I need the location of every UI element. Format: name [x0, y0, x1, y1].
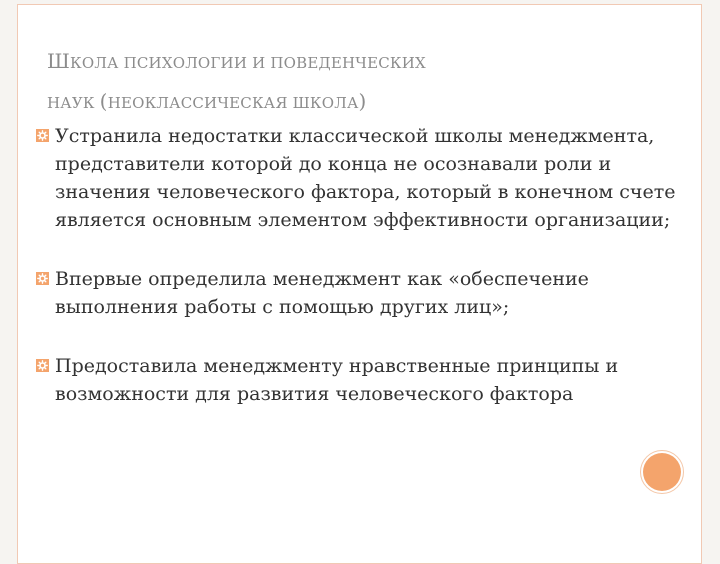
- title-line2-close: ): [358, 89, 367, 113]
- bullet-list: [36, 122, 676, 408]
- bullet-item-1: [36, 122, 676, 234]
- bullet-item-3: [36, 352, 676, 408]
- slide-title: [47, 42, 667, 122]
- bullet-text-3: Предоставила менеджменту нравственные принципы и возможности для развития человеческого фактора: [55, 355, 619, 405]
- title-line2-rest1: НАУК: [47, 94, 100, 112]
- bullet-square-icon: [36, 129, 49, 142]
- decorative-circle-icon: [643, 453, 681, 491]
- title-line2-cap: (: [99, 89, 108, 113]
- bullet-item-2: [36, 265, 676, 321]
- title-line2-rest2: НЕОКЛАССИЧЕСКАЯ ШКОЛА: [107, 94, 359, 112]
- bullet-square-icon: [36, 359, 49, 372]
- title-line1-rest: КОЛА ПСИХОЛОГИИ И ПОВЕДЕНЧЕСКИХ: [70, 54, 426, 72]
- bullet-text-2: Впервые определила менеджмент как «обеспечение выполнения работы с помощью других лиц»;: [55, 268, 589, 318]
- title-line1-cap: Ш: [47, 49, 71, 73]
- bullet-square-icon: [36, 272, 49, 285]
- bullet-text-1: Устранила недостатки классической школы менеджмента, представители которой до конца не осознавали роли и значения человеческого фактора, который в конечном счете является основным элементом эффективности организации;: [55, 125, 676, 231]
